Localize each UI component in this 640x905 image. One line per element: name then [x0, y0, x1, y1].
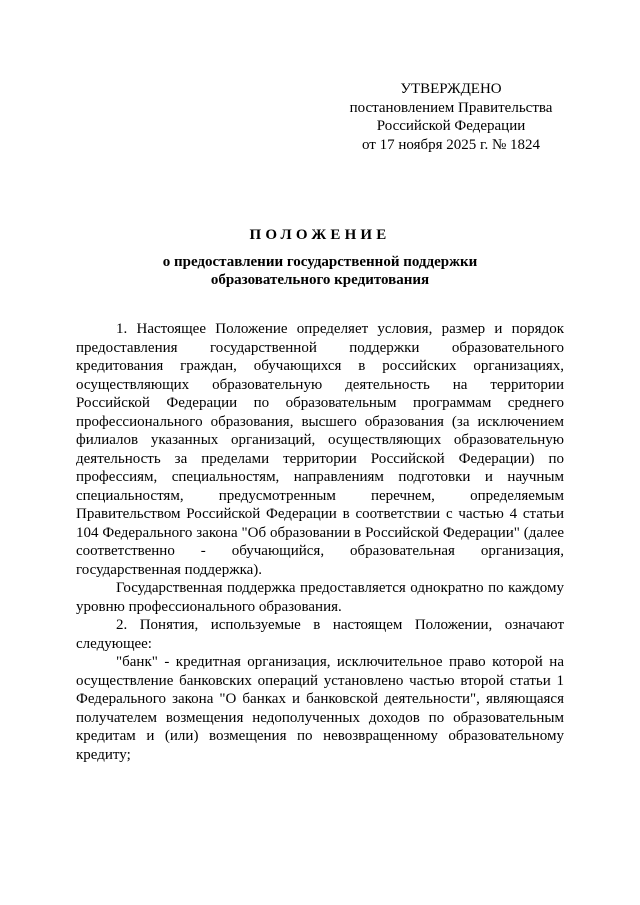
- paragraph-1: 1. Настоящее Положение определяет условия, размер и порядок предоставления государственной поддержки образовательного кредитования граждан, обучающихся в российских организациях, осуществляющих образовательную деятельность на территории Российской Федерации по образовательным программам среднего профессионального образования, высшего образования (за исключением филиалов указанных организаций, осуществляющих образовательную деятельность за пределами территории Российской Федерации) по профессиям, специальностям, направлениям подготовки и научным специальностям, предусмотренным перечнем, определяемым Правительством Российской Федерации в соответствии с частью 4 статьи 104 Федерального закона "Об образовании в Российской Федерации" (далее соответственно - обучающийся, образовательная организация, государственная поддержка).: [76, 321, 564, 578]
- approval-date-number: от 17 ноября 2025 г. № 1824: [361, 136, 541, 153]
- title-subtitle-line1: о предоставлении государственной поддержки: [162, 253, 478, 270]
- document-body: [76, 320, 564, 764]
- document-title: [76, 226, 564, 290]
- title-heading: ПОЛОЖЕНИЕ: [249, 227, 391, 243]
- paragraph-2: Государственная поддержка предоставляется однократно по каждому уровню профессионального образования.: [76, 580, 564, 615]
- title-subtitle-line2: образовательного кредитования: [210, 272, 430, 288]
- approval-issuer: постановлением Правительства: [349, 99, 553, 116]
- approval-stamp: [336, 80, 566, 154]
- approval-issuer-country: Российской Федерации: [376, 118, 526, 134]
- paragraph-3: 2. Понятия, используемые в настоящем Положении, означают следующее:: [76, 617, 564, 652]
- approval-heading: УТВЕРЖДЕНО: [400, 81, 502, 97]
- paragraph-4: "банк" - кредитная организация, исключительное право которой на осуществление банковских операций установлено частью второй статьи 1 Федерального закона "О банках и банковской деятельности", являющаяся получателем возмещения недополученных доходов по образовательным кредитам и (или) возмещения по невозвращенному образовательному кредиту;: [76, 654, 564, 763]
